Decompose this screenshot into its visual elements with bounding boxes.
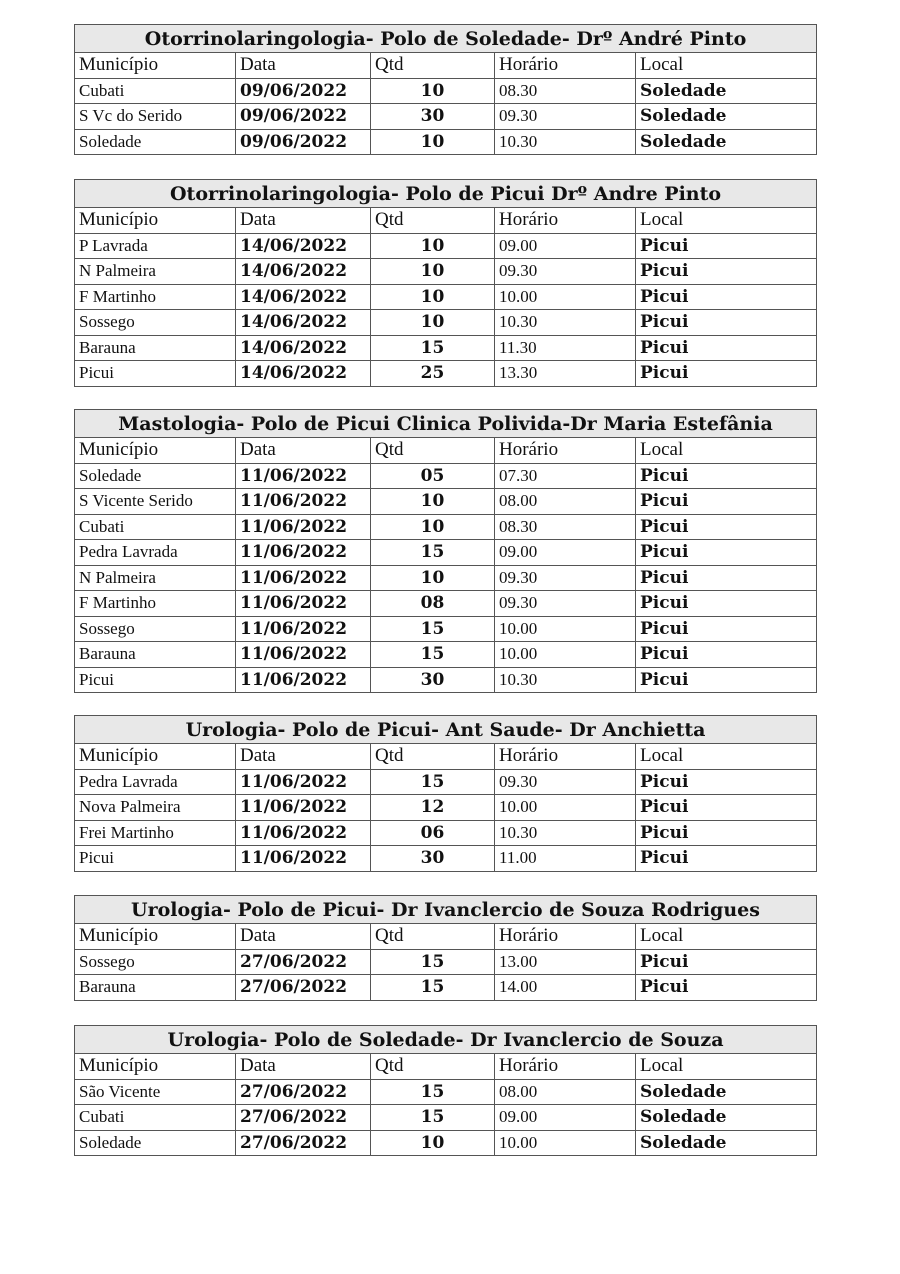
table-row: [75, 820, 817, 846]
cell-data: 09/06/2022: [236, 104, 371, 130]
cell-municipio: S Vicente Serido: [75, 489, 236, 515]
header-row: [75, 438, 817, 464]
cell-data: 14/06/2022: [236, 310, 371, 336]
table-row: [75, 591, 817, 617]
column-header: Qtd: [371, 208, 495, 234]
cell-qtd: 10: [371, 310, 495, 336]
cell-horario: 08.00: [495, 1079, 636, 1105]
cell-municipio: Barauna: [75, 642, 236, 668]
cell-municipio: Sossego: [75, 949, 236, 975]
schedule-table: [74, 895, 817, 1001]
cell-local: Picui: [636, 667, 817, 693]
cell-municipio: Frei Martinho: [75, 820, 236, 846]
cell-municipio: Sossego: [75, 310, 236, 336]
cell-municipio: Sossego: [75, 616, 236, 642]
cell-qtd: 15: [371, 769, 495, 795]
column-header: Município: [75, 1054, 236, 1080]
cell-horario: 09.30: [495, 259, 636, 285]
header-row: [75, 208, 817, 234]
table-row: [75, 769, 817, 795]
cell-municipio: N Palmeira: [75, 565, 236, 591]
cell-qtd: 15: [371, 1079, 495, 1105]
schedule-table: [74, 1025, 817, 1156]
cell-local: Soledade: [636, 1130, 817, 1156]
table-title: Mastologia- Polo de Picui Clinica Polivida-Dr Maria Estefânia: [75, 410, 817, 438]
cell-qtd: 10: [371, 129, 495, 155]
cell-horario: 07.30: [495, 463, 636, 489]
schedule-table: [74, 409, 817, 693]
cell-municipio: Soledade: [75, 463, 236, 489]
table-row: [75, 846, 817, 872]
table-row: [75, 259, 817, 285]
cell-horario: 09.00: [495, 1105, 636, 1131]
table-row: [75, 284, 817, 310]
cell-qtd: 15: [371, 616, 495, 642]
cell-municipio: F Martinho: [75, 591, 236, 617]
cell-local: Picui: [636, 335, 817, 361]
column-header: Local: [636, 924, 817, 950]
cell-data: 27/06/2022: [236, 1105, 371, 1131]
cell-qtd: 05: [371, 463, 495, 489]
column-header: Qtd: [371, 438, 495, 464]
column-header: Data: [236, 208, 371, 234]
cell-local: Picui: [636, 514, 817, 540]
cell-local: Picui: [636, 846, 817, 872]
schedule-table: [74, 24, 817, 155]
table-row: [75, 310, 817, 336]
cell-local: Picui: [636, 310, 817, 336]
cell-municipio: N Palmeira: [75, 259, 236, 285]
cell-qtd: 10: [371, 1130, 495, 1156]
cell-local: Soledade: [636, 129, 817, 155]
column-header: Data: [236, 744, 371, 770]
cell-municipio: São Vicente: [75, 1079, 236, 1105]
table-row: [75, 540, 817, 566]
cell-qtd: 10: [371, 565, 495, 591]
table-row: [75, 642, 817, 668]
cell-local: Picui: [636, 949, 817, 975]
cell-qtd: 10: [371, 78, 495, 104]
cell-horario: 09.00: [495, 233, 636, 259]
cell-municipio: Picui: [75, 846, 236, 872]
cell-data: 11/06/2022: [236, 463, 371, 489]
table-row: [75, 514, 817, 540]
table-row: [75, 361, 817, 387]
cell-horario: 11.00: [495, 846, 636, 872]
cell-municipio: Picui: [75, 667, 236, 693]
cell-horario: 09.00: [495, 540, 636, 566]
table-title: Urologia- Polo de Picui- Ant Saude- Dr Anchietta: [75, 716, 817, 744]
cell-local: Picui: [636, 463, 817, 489]
cell-qtd: 10: [371, 489, 495, 515]
column-header: Município: [75, 924, 236, 950]
cell-local: Soledade: [636, 78, 817, 104]
cell-local: Picui: [636, 540, 817, 566]
cell-data: 11/06/2022: [236, 489, 371, 515]
cell-local: Soledade: [636, 104, 817, 130]
cell-local: Soledade: [636, 1079, 817, 1105]
cell-horario: 11.30: [495, 335, 636, 361]
cell-local: Soledade: [636, 1105, 817, 1131]
column-header: Horário: [495, 1054, 636, 1080]
table-row: [75, 565, 817, 591]
table-row: [75, 949, 817, 975]
cell-data: 11/06/2022: [236, 616, 371, 642]
column-header: Data: [236, 924, 371, 950]
cell-data: 14/06/2022: [236, 361, 371, 387]
cell-horario: 09.30: [495, 104, 636, 130]
cell-municipio: Cubati: [75, 514, 236, 540]
cell-local: Picui: [636, 284, 817, 310]
cell-data: 27/06/2022: [236, 975, 371, 1001]
cell-qtd: 15: [371, 335, 495, 361]
column-header: Horário: [495, 924, 636, 950]
cell-municipio: Pedra Lavrada: [75, 769, 236, 795]
header-row: [75, 924, 817, 950]
cell-horario: 09.30: [495, 769, 636, 795]
column-header: Data: [236, 53, 371, 79]
table-row: [75, 489, 817, 515]
cell-horario: 10.30: [495, 820, 636, 846]
column-header: Município: [75, 438, 236, 464]
cell-horario: 10.00: [495, 616, 636, 642]
schedule-table: [74, 179, 817, 387]
column-header: Horário: [495, 744, 636, 770]
table-row: [75, 1130, 817, 1156]
table-title: Urologia- Polo de Picui- Dr Ivanclercio de Souza Rodrigues: [75, 896, 817, 924]
column-header: Município: [75, 744, 236, 770]
cell-qtd: 10: [371, 233, 495, 259]
cell-local: Picui: [636, 795, 817, 821]
cell-horario: 13.30: [495, 361, 636, 387]
cell-data: 27/06/2022: [236, 949, 371, 975]
cell-qtd: 10: [371, 284, 495, 310]
cell-qtd: 30: [371, 667, 495, 693]
cell-qtd: 15: [371, 975, 495, 1001]
column-header: Local: [636, 1054, 817, 1080]
cell-qtd: 15: [371, 949, 495, 975]
cell-horario: 10.00: [495, 284, 636, 310]
header-row: [75, 744, 817, 770]
cell-local: Picui: [636, 233, 817, 259]
table-title: Urologia- Polo de Soledade- Dr Ivanclercio de Souza: [75, 1026, 817, 1054]
table-row: [75, 1105, 817, 1131]
column-header: Data: [236, 438, 371, 464]
table-row: [75, 975, 817, 1001]
column-header: Qtd: [371, 1054, 495, 1080]
cell-horario: 10.00: [495, 642, 636, 668]
cell-horario: 08.00: [495, 489, 636, 515]
cell-horario: 10.30: [495, 667, 636, 693]
cell-data: 11/06/2022: [236, 514, 371, 540]
cell-horario: 08.30: [495, 514, 636, 540]
cell-horario: 13.00: [495, 949, 636, 975]
column-header: Qtd: [371, 53, 495, 79]
cell-data: 11/06/2022: [236, 642, 371, 668]
cell-local: Picui: [636, 361, 817, 387]
cell-local: Picui: [636, 820, 817, 846]
cell-local: Picui: [636, 259, 817, 285]
cell-municipio: Pedra Lavrada: [75, 540, 236, 566]
cell-qtd: 15: [371, 1105, 495, 1131]
cell-qtd: 15: [371, 540, 495, 566]
cell-qtd: 15: [371, 642, 495, 668]
cell-data: 11/06/2022: [236, 769, 371, 795]
cell-qtd: 12: [371, 795, 495, 821]
cell-data: 11/06/2022: [236, 591, 371, 617]
cell-municipio: S Vc do Serido: [75, 104, 236, 130]
cell-municipio: Soledade: [75, 1130, 236, 1156]
column-header: Horário: [495, 208, 636, 234]
table-row: [75, 616, 817, 642]
table-row: [75, 463, 817, 489]
cell-data: 11/06/2022: [236, 846, 371, 872]
cell-municipio: Barauna: [75, 975, 236, 1001]
cell-data: 14/06/2022: [236, 284, 371, 310]
cell-municipio: Soledade: [75, 129, 236, 155]
column-header: Data: [236, 1054, 371, 1080]
cell-data: 11/06/2022: [236, 667, 371, 693]
cell-qtd: 10: [371, 259, 495, 285]
cell-horario: 14.00: [495, 975, 636, 1001]
cell-qtd: 25: [371, 361, 495, 387]
cell-data: 09/06/2022: [236, 78, 371, 104]
column-header: Município: [75, 208, 236, 234]
cell-qtd: 10: [371, 514, 495, 540]
cell-data: 11/06/2022: [236, 795, 371, 821]
cell-municipio: Picui: [75, 361, 236, 387]
table-row: [75, 667, 817, 693]
cell-horario: 10.00: [495, 795, 636, 821]
cell-municipio: Cubati: [75, 78, 236, 104]
column-header: Local: [636, 438, 817, 464]
cell-data: 27/06/2022: [236, 1079, 371, 1105]
cell-data: 14/06/2022: [236, 233, 371, 259]
cell-municipio: P Lavrada: [75, 233, 236, 259]
cell-qtd: 30: [371, 104, 495, 130]
cell-qtd: 30: [371, 846, 495, 872]
cell-data: 11/06/2022: [236, 820, 371, 846]
cell-municipio: Barauna: [75, 335, 236, 361]
cell-local: Picui: [636, 489, 817, 515]
cell-horario: 09.30: [495, 565, 636, 591]
cell-data: 11/06/2022: [236, 565, 371, 591]
table-row: [75, 795, 817, 821]
table-row: [75, 335, 817, 361]
table-row: [75, 104, 817, 130]
cell-horario: 09.30: [495, 591, 636, 617]
cell-data: 27/06/2022: [236, 1130, 371, 1156]
cell-horario: 08.30: [495, 78, 636, 104]
cell-qtd: 08: [371, 591, 495, 617]
cell-municipio: Cubati: [75, 1105, 236, 1131]
cell-local: Picui: [636, 769, 817, 795]
table-title: Otorrinolaringologia- Polo de Picui Drº Andre Pinto: [75, 180, 817, 208]
cell-local: Picui: [636, 591, 817, 617]
cell-data: 11/06/2022: [236, 540, 371, 566]
table-row: [75, 1079, 817, 1105]
cell-data: 09/06/2022: [236, 129, 371, 155]
header-row: [75, 53, 817, 79]
cell-municipio: Nova Palmeira: [75, 795, 236, 821]
table-row: [75, 233, 817, 259]
table-row: [75, 129, 817, 155]
cell-data: 14/06/2022: [236, 259, 371, 285]
cell-local: Picui: [636, 616, 817, 642]
column-header: Qtd: [371, 744, 495, 770]
cell-horario: 10.00: [495, 1130, 636, 1156]
column-header: Horário: [495, 53, 636, 79]
column-header: Município: [75, 53, 236, 79]
schedule-table: [74, 715, 817, 872]
column-header: Horário: [495, 438, 636, 464]
cell-local: Picui: [636, 975, 817, 1001]
cell-municipio: F Martinho: [75, 284, 236, 310]
table-row: [75, 78, 817, 104]
table-title: Otorrinolaringologia- Polo de Soledade- Drº André Pinto: [75, 25, 817, 53]
header-row: [75, 1054, 817, 1080]
column-header: Qtd: [371, 924, 495, 950]
cell-local: Picui: [636, 642, 817, 668]
column-header: Local: [636, 744, 817, 770]
cell-horario: 10.30: [495, 129, 636, 155]
cell-horario: 10.30: [495, 310, 636, 336]
cell-data: 14/06/2022: [236, 335, 371, 361]
cell-local: Picui: [636, 565, 817, 591]
column-header: Local: [636, 53, 817, 79]
cell-qtd: 06: [371, 820, 495, 846]
column-header: Local: [636, 208, 817, 234]
